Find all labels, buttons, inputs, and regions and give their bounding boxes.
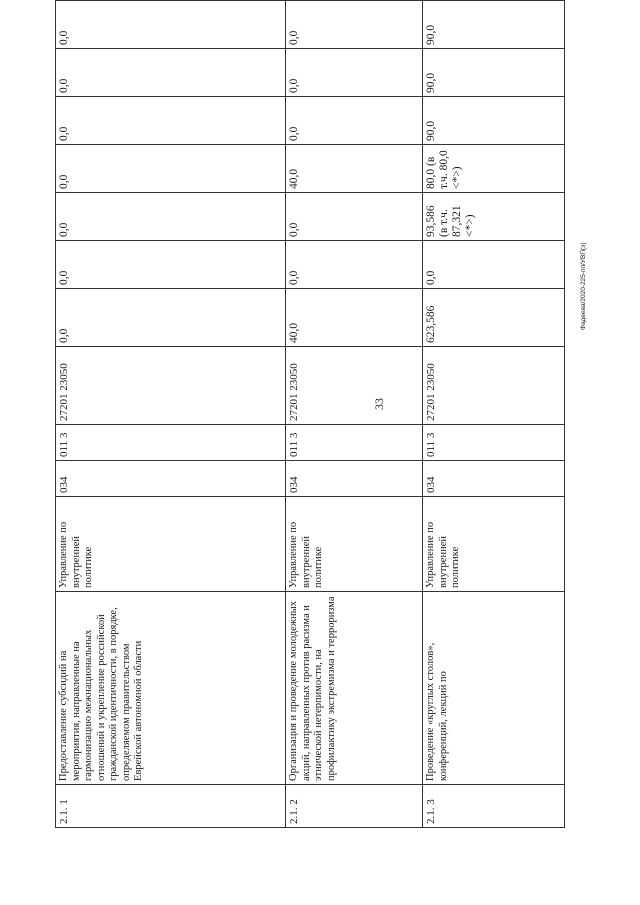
value-cell: 0,0 bbox=[56, 1, 286, 49]
value-cell: 90,0 bbox=[423, 97, 565, 145]
table-row bbox=[56, 0, 286, 828]
value-cell: 0,0 bbox=[286, 1, 423, 49]
document-code: Фадеева/2020-225-пп/УВП(э) bbox=[580, 242, 587, 330]
value-cell: 0,0 bbox=[56, 49, 286, 97]
value-cell: 0,0 bbox=[56, 241, 286, 289]
value-cell: 40,0 bbox=[286, 289, 423, 347]
row-code: 2.1. 1 bbox=[56, 785, 286, 828]
budget-table-rotated bbox=[55, 24, 565, 828]
value-cell: 93,586 (в т.ч. 87,321 <*>) bbox=[423, 193, 565, 241]
value-cell: 0,0 bbox=[56, 97, 286, 145]
row-executor: Управление по внутренней политике bbox=[286, 497, 423, 592]
value-cell: 0,0 bbox=[286, 49, 423, 97]
value-cell: 90,0 bbox=[423, 1, 565, 49]
row-csr: 27201 23050 bbox=[56, 347, 286, 425]
value-cell bbox=[56, 0, 286, 1]
value-cell bbox=[423, 0, 565, 1]
row-name: Проведение «круглых столов», конференций, лекций по bbox=[423, 592, 565, 785]
row-code: 2.1. 2 bbox=[286, 785, 423, 828]
row-executor: Управление по внутренней политике bbox=[56, 497, 286, 592]
row-code: 2.1. 3 bbox=[423, 785, 565, 828]
value-cell bbox=[286, 0, 423, 1]
value-cell: 80,0 (в т.ч. 80,0 <*>) bbox=[423, 145, 565, 193]
row-rzpr: 011 3 bbox=[56, 425, 286, 461]
row-csr: 27201 23050 bbox=[286, 347, 423, 425]
page-number: 33 bbox=[372, 398, 386, 410]
row-grbs: 034 bbox=[56, 461, 286, 497]
row-name: Организация и проведение молодежных акций, направленных против расизма и этнической нетерпимости, на профилактику экстремизма и терроризма bbox=[286, 592, 423, 785]
table-row bbox=[286, 0, 423, 828]
value-cell: 0,0 bbox=[286, 193, 423, 241]
value-cell: 0,0 bbox=[56, 193, 286, 241]
row-rzpr: 011 3 bbox=[286, 425, 423, 461]
value-cell: 0,0 bbox=[286, 241, 423, 289]
value-cell: 0,0 bbox=[423, 241, 565, 289]
budget-table bbox=[55, 0, 565, 828]
value-cell: 0,0 bbox=[286, 97, 423, 145]
value-cell: 0,0 bbox=[56, 145, 286, 193]
row-name: Предоставление субсидий на мероприятия, направленные на гармонизацию межнациональных отношений и укрепление российской гражданской идентичности, в порядке, определяемом правительством Еврейской автономной области bbox=[56, 592, 286, 785]
value-cell: 0,0 bbox=[56, 289, 286, 347]
row-csr: 27201 23050 bbox=[423, 347, 565, 425]
value-cell: 623,586 bbox=[423, 289, 565, 347]
row-grbs: 034 bbox=[286, 461, 423, 497]
table-row bbox=[423, 0, 565, 828]
row-grbs: 034 bbox=[423, 461, 565, 497]
row-executor: Управление по внутренней политике bbox=[423, 497, 565, 592]
value-cell: 90,0 bbox=[423, 49, 565, 97]
value-cell: 40,0 bbox=[286, 145, 423, 193]
row-rzpr: 011 3 bbox=[423, 425, 565, 461]
